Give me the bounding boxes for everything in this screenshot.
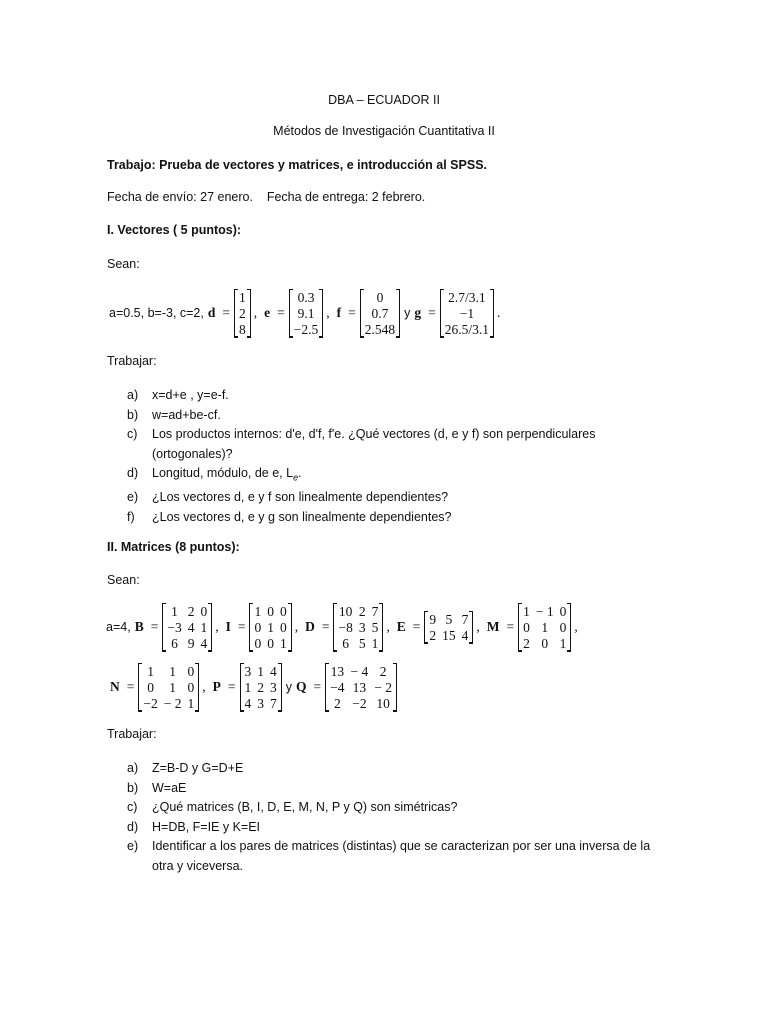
section-matrices-heading: II. Matrices (8 puntos): xyxy=(107,540,240,554)
course-title: Métodos de Investigación Cuantitativa II xyxy=(273,124,495,138)
matrix-q: 13 − 4 2 −4 13 − 2 2 −2 10 xyxy=(325,663,397,712)
matrix-exercise-list xyxy=(127,759,650,877)
trabajar-label-2: Trabajar: xyxy=(107,727,157,741)
scalars-text: a=0.5, b=-3, c=2, xyxy=(109,306,204,320)
vector-exercise-list xyxy=(127,386,596,528)
trabajo-title: Trabajo: Prueba de vectores y matrices, e introducción al SPSS. xyxy=(107,158,487,172)
matrix-p: 3 1 4 1 2 3 4 3 7 xyxy=(240,663,282,712)
vector-g: 2.7/3.1 −1 26.5/3.1 xyxy=(440,289,494,338)
list-item: e) Identificar a los pares de matrices (distintas) que se caracterizan por ser una inversa de la otra y viceversa. xyxy=(127,839,651,873)
sean-label-2: Sean: xyxy=(107,573,140,587)
section-vectores-heading: I. Vectores ( 5 puntos): xyxy=(107,223,242,237)
list-item: c) Los productos internos: d'e, d'f, f'e. ¿Qué vectores (d, e y f) son perpendiculares (ortogonales)? xyxy=(127,427,596,461)
matrix-e: 9 5 7 2 15 4 xyxy=(424,611,473,644)
vector-d: 1 2 8 xyxy=(234,289,251,338)
list-item: d) Longitud, módulo, de e, $L_e$. xyxy=(127,466,302,483)
matrix-definitions-row2: N = 1 1 0 0 1 0 −2 − 2 1 , P = 3 1 4 1 2 3 4 3 7 y Q = 13 − 4 2 −4 13 − 2 2 −2 10 xyxy=(106,663,397,711)
dates-line: Fecha de envío: 27 enero. Fecha de entrega: 2 febrero. xyxy=(107,190,426,204)
trabajar-label-1: Trabajar: xyxy=(107,354,157,368)
list-item: a) x=d+e , y=e-f. xyxy=(127,388,229,402)
list-item: d) H=DB, F=IE y K=EI xyxy=(127,819,261,834)
sean-label-1: Sean: xyxy=(107,257,140,271)
vector-e: 0.3 9.1 −2.5 xyxy=(289,289,324,338)
vector-definitions: a=0.5, b=-3, c=2, d = 1 2 8 , e = 0.3 9.1 −2.5 , f = 0 0.7 2.548 y g = 2.7/3.1 −1 26.5/3.1 . xyxy=(109,289,501,337)
list-item: c) ¿Qué matrices (B, I, D, E, M, N, P y Q) son simétricas? xyxy=(127,800,458,815)
matrix-b: 1 2 0 −3 4 1 6 9 4 xyxy=(162,603,212,652)
list-item: b) w=ad+be-cf. xyxy=(127,407,221,422)
matrix-n: 1 1 0 0 1 0 −2 − 2 1 xyxy=(138,663,199,712)
list-item: e) ¿Los vectores d, e y f son linealmente dependientes? xyxy=(127,490,449,505)
list-item: a) Z=B-D y G=D+E xyxy=(127,761,244,775)
list-item: b) W=aE xyxy=(127,780,187,795)
list-item: f) ¿Los vectores d, e y g son linealmente dependientes? xyxy=(127,510,452,525)
matrix-d: 10 2 7 −8 3 5 6 5 1 xyxy=(333,603,383,652)
vector-f: 0 0.7 2.548 xyxy=(360,289,400,338)
matrix-i: 1 0 0 0 1 0 0 0 1 xyxy=(249,603,291,652)
matrix-definitions-row1: a=4, B = 1 2 0 −3 4 1 6 9 4 , I = 1 0 0 0 1 0 0 0 1 , D = 10 2 7 −8 3 5 6 5 1 , E = 9 5 7 2 15 4 , M = 1 − 1 0 0 1 0 2 0 1 , xyxy=(106,603,578,651)
matrix-m: 1 − 1 0 0 1 0 2 0 1 xyxy=(518,603,571,652)
program-title: DBA – ECUADOR II xyxy=(328,93,440,107)
